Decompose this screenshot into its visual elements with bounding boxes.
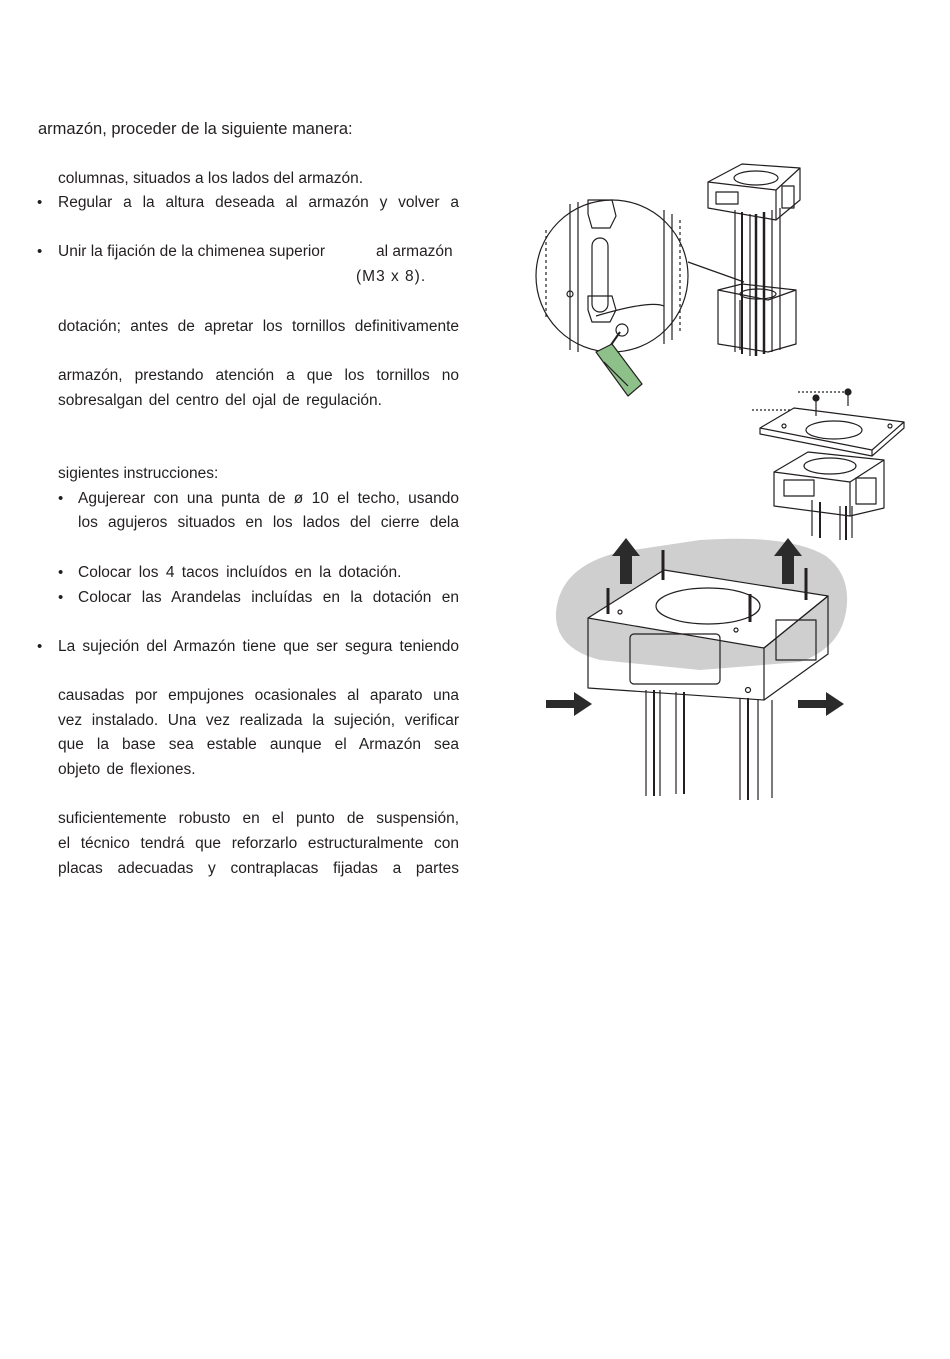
bullet-marker: • <box>37 243 43 260</box>
text-line: Agujerear con una punta de ø 10 el techo, usando <box>78 490 459 507</box>
frame-adjustment-figure <box>536 164 800 396</box>
text-line: dotación; antes de apretar los tornillos definitivamente <box>58 318 459 335</box>
text-line: objeto de flexiones. <box>58 761 196 778</box>
ceiling-mounting-figure <box>546 538 847 800</box>
bullet-marker: • <box>37 638 43 655</box>
text-line: Regular a la altura deseada al armazón y volver a <box>58 194 459 211</box>
text-line: Colocar las Arandelas incluídas en la dotación en <box>78 589 459 606</box>
text-line: causadas por empujones ocasionales al aparato una <box>58 687 459 704</box>
text-line: columnas, situados a los lados del armazón. <box>58 170 363 187</box>
section-heading: armazón, proceder de la siguiente manera: <box>38 120 353 138</box>
text-line: Unir la fijación de la chimenea superior <box>58 243 326 260</box>
text-line: placas adecuadas y contraplacas fijadas a partes <box>58 860 459 877</box>
text-line: los agujeros situados en los lados del cierre dela <box>78 514 459 531</box>
text-line: armazón, prestando atención a que los tornillos no <box>58 367 459 384</box>
text-line: el técnico tendrá que reforzarlo estructuralmente con <box>58 835 459 852</box>
bullet-marker: • <box>58 564 64 581</box>
bullet-marker: • <box>58 490 64 507</box>
text-line: Colocar los 4 tacos incluídos en la dotación. <box>78 564 402 581</box>
text-line: que la base sea estable aunque el Armazón sea <box>58 736 459 753</box>
text-line: (M3 x 8). <box>356 268 427 285</box>
text-line: La sujeción del Armazón tiene que ser segura teniendo <box>58 638 459 655</box>
bullet-marker: • <box>58 589 64 606</box>
text-line: sigientes instrucciones: <box>58 465 219 482</box>
text-line: suficientemente robusto en el punto de suspensión, <box>58 810 459 827</box>
bullet-marker: • <box>37 194 43 211</box>
text-line: sobresalgan del centro del ojal de regulación. <box>58 392 382 409</box>
chimney-fixing-figure <box>752 389 904 540</box>
text-line: vez instalado. Una vez realizada la sujeción, verificar <box>58 712 459 729</box>
text-line: al armazón <box>376 243 453 260</box>
